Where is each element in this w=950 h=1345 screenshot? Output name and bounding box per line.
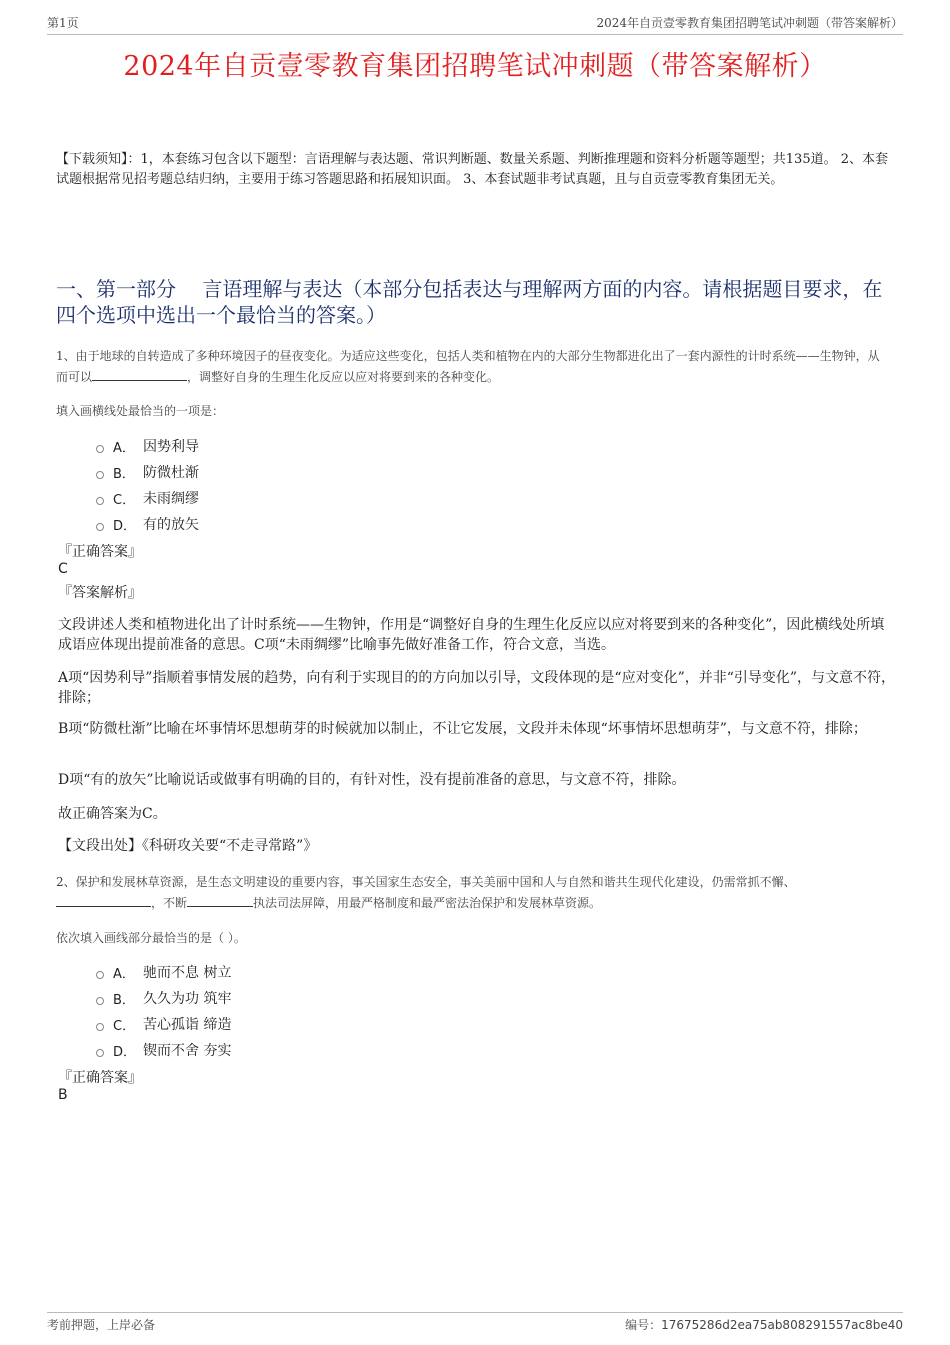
correct-answer-label: 『正确答案』 — [58, 544, 142, 560]
question-1-options — [96, 433, 199, 537]
page-number: 第1页 — [47, 16, 79, 30]
question-2-instruction: 依次填入画线部分最恰当的是（ ）。 — [56, 931, 246, 945]
section-heading: 一、第一部分 言语理解与表达（本部分包括表达与理解两方面的内容。请根据题目要求，在四个选项中选出一个最恰当的答案。） — [56, 277, 883, 327]
document-id: 编号：17675286d2ea75ab808291557ac8be40 — [625, 1318, 903, 1332]
analysis-paragraph: D项“有的放矢”比喻说话或做事有明确的目的，有针对性，没有提前准备的意思，与文意不符，排除。 — [58, 772, 686, 788]
option-c[interactable]: C． 苦心孤诣 缔造 — [96, 1011, 231, 1037]
question-1-text: 1、由于地球的自转造成了多种环境因子的昼夜变化。为适应这些变化，包括人类和植物在内的大部分生物都进化出了一套内源性的计时系统——生物钟，从而可以 ，调整好自身的生理生化反应以应对将要到来的各种变化。 — [56, 349, 880, 384]
page-footer — [47, 1312, 903, 1333]
analysis-label: 『答案解析』 — [58, 585, 142, 601]
source-citation: 【文段出处】《科研攻关要“不走寻常路”》 — [58, 838, 318, 854]
option-c[interactable]: C． 未雨绸缪 — [96, 485, 199, 511]
option-d[interactable]: D． 锲而不舍 夯实 — [96, 1037, 231, 1063]
option-a[interactable]: A． 因势利导 — [96, 433, 199, 459]
fill-blank — [92, 368, 187, 381]
radio-icon[interactable] — [96, 1023, 104, 1031]
question-1-instruction: 填入画横线处最恰当的一项是： — [56, 404, 225, 418]
correct-answer: B — [58, 1087, 68, 1103]
running-title: 2024年自贡壹零教育集团招聘笔试冲刺题（带答案解析） — [596, 16, 903, 30]
footer-slogan: 考前押题，上岸必备 — [47, 1318, 156, 1332]
analysis-paragraph: A项“因势利导”指顺着事情发展的趋势，向有利于实现目的的方向加以引导，文段体现的是“应对变化”，并非“引导变化”，与文意不符，排除； — [58, 670, 896, 706]
radio-icon[interactable] — [96, 971, 104, 979]
document-title: 2024年自贡壹零教育集团招聘笔试冲刺题（带答案解析） — [123, 51, 827, 82]
radio-icon[interactable] — [96, 471, 104, 479]
radio-icon[interactable] — [96, 997, 104, 1005]
question-2-text: 2、保护和发展林草资源，是生态文明建设的重要内容，事关国家生态安全，事关美丽中国和人与自然和谐共生现代化建设，仍需常抓不懈、，不断 执法司法屏障，用最严格制度和最严密法治保护和发展林草资源。 — [56, 875, 796, 910]
option-a[interactable]: A． 驰而不息 树立 — [96, 959, 231, 985]
radio-icon[interactable] — [96, 445, 104, 453]
option-b[interactable]: B． 久久为功 筑牢 — [96, 985, 231, 1011]
question-2-options — [96, 959, 231, 1063]
page-header — [47, 14, 903, 35]
fill-blank — [187, 894, 253, 907]
analysis-paragraph: B项“防微杜渐”比喻在坏事情坏思想萌芽的时候就加以制止，不让它发展，文段并未体现“坏事情坏思想萌芽”，与文意不符，排除； — [58, 721, 867, 737]
radio-icon[interactable] — [96, 497, 104, 505]
radio-icon[interactable] — [96, 1049, 104, 1057]
download-notice: 【下载须知】：1，本套练习包含以下题型：言语理解与表达题、常识判断题、数量关系题、判断推理题和资料分析题等题型；共135道。 2、本套试题根据常见招考题总结归纳，主要用于练习答题思路和拓展知识面。 3、本套试题非考试真题，且与自贡壹零教育集团无关。 — [56, 152, 888, 187]
option-b[interactable]: B． 防微杜渐 — [96, 459, 199, 485]
correct-answer: C — [58, 561, 68, 577]
correct-answer-label: 『正确答案』 — [58, 1070, 142, 1086]
radio-icon[interactable] — [96, 523, 104, 531]
analysis-paragraph: 文段讲述人类和植物进化出了计时系统——生物钟，作用是“调整好自身的生理生化反应以应对将要到来的各种变化”，因此横线处所填成语应体现出提前准备的意思。C项“未雨绸缪”比喻事先做好准备工作，符合文意，当选。 — [58, 617, 885, 653]
fill-blank — [56, 894, 151, 907]
option-d[interactable]: D． 有的放矢 — [96, 511, 199, 537]
analysis-conclusion: 故正确答案为C。 — [58, 806, 167, 822]
